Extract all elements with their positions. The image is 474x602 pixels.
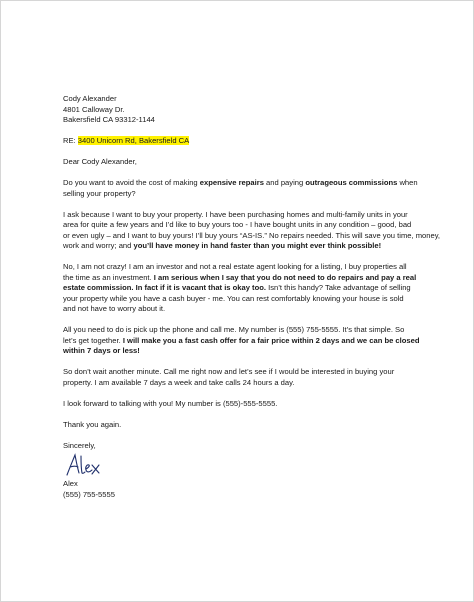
text-run: the time as an investment. — [63, 272, 154, 282]
paragraph-1-line-2: selling your property? — [63, 188, 136, 198]
re-address-highlight: 3400 Unicorn Rd, Bakersfield CA — [77, 136, 190, 145]
text-run: Isn’t this handy? Take advantage of selling — [265, 283, 411, 292]
signer-block — [63, 479, 425, 500]
paragraph-3-line-5: and not have to worry about it. — [63, 304, 166, 313]
signer-phone: (555) 755-5555 — [63, 489, 115, 499]
paragraph-2 — [63, 209, 441, 252]
text-run: Do you want to avoid the cost of making — [63, 178, 200, 187]
bold-run: I am serious when I say that you do not need to do repairs and pay a real — [153, 272, 417, 282]
re-line — [63, 136, 425, 147]
text-run: work and worry; and — [63, 241, 134, 250]
bold-run: within 7 days or less! — [63, 346, 140, 355]
bold-run: you’ll have money in hand faster than you might ever think possible! — [133, 241, 382, 250]
sender-name: Cody Alexander — [63, 94, 117, 103]
paragraph-3-line-4: your property while you have a cash buyer - me. You can rest comfortably knowing your house is sold — [63, 293, 404, 303]
re-prefix: RE: — [63, 136, 78, 145]
paragraph-5-line-1: So don’t wait another minute. Call me right now and let’s see if I would be interested in buying your — [63, 367, 395, 376]
paragraph-7: Thank you again. — [63, 419, 122, 429]
paragraph-5-line-2: property. I am available 7 days a week and take calls 24 hours a day. — [63, 377, 295, 387]
paragraph-5 — [63, 367, 425, 388]
paragraph-2-line-4 — [63, 241, 425, 252]
paragraph-3-line-1: No, I am not crazy! I am an investor and not a real estate agent looking for a listing, I buy properties all — [63, 262, 407, 271]
letter-body — [63, 94, 441, 500]
text-run: and paying — [263, 178, 306, 187]
paragraph-2-line-3: or even ugly – and I want to buy yours! I’ll buy yours “AS-IS.” No repairs needed. This will save you time, money, — [63, 230, 441, 240]
text-run: when — [397, 178, 418, 187]
sender-street: 4801 Calloway Dr. — [63, 104, 125, 114]
bold-run: outrageous commissions — [305, 178, 398, 187]
closing: Sincerely, — [63, 440, 96, 450]
signer-name: Alex — [63, 479, 78, 488]
bold-run: estate commission. In fact if it is vacant that is okay too. — [63, 283, 266, 292]
bold-run: expensive repairs — [199, 178, 264, 187]
bold-run: I will make you a fast cash offer for a fair price within 2 days and we can be closed — [122, 335, 420, 345]
paragraph-4-line-1: All you need to do is pick up the phone and call me. My number is (555) 755-5555. It’s that simple. So — [63, 325, 405, 334]
paragraph-2-line-1: I ask because I want to buy your property. I have been purchasing homes and multi-family units in your — [63, 209, 408, 219]
salutation: Dear Cody Alexander, — [63, 157, 137, 166]
paragraph-4-line-3 — [63, 346, 425, 357]
sender-address — [63, 94, 425, 126]
paragraph-3 — [63, 262, 425, 315]
text-run: let’s get together. — [63, 335, 123, 345]
paragraph-1 — [63, 178, 425, 199]
handwritten-signature-image — [64, 452, 104, 478]
sender-city: Bakersfield CA 93312-1144 — [63, 115, 155, 124]
paragraph-4 — [63, 325, 425, 357]
paragraph-3-line-3 — [63, 283, 425, 294]
paragraph-3-line-2 — [63, 273, 425, 284]
signature — [63, 452, 425, 478]
paragraph-1-line-1 — [63, 178, 425, 189]
paragraph-6: I look forward to talking with you! My number is (555)-555-5555. — [63, 398, 278, 408]
paragraph-4-line-2 — [63, 336, 425, 347]
paragraph-2-line-2: area for quite a few years and I’d like to buy yours too - I have bought units in any condition – good, bad — [63, 220, 412, 229]
